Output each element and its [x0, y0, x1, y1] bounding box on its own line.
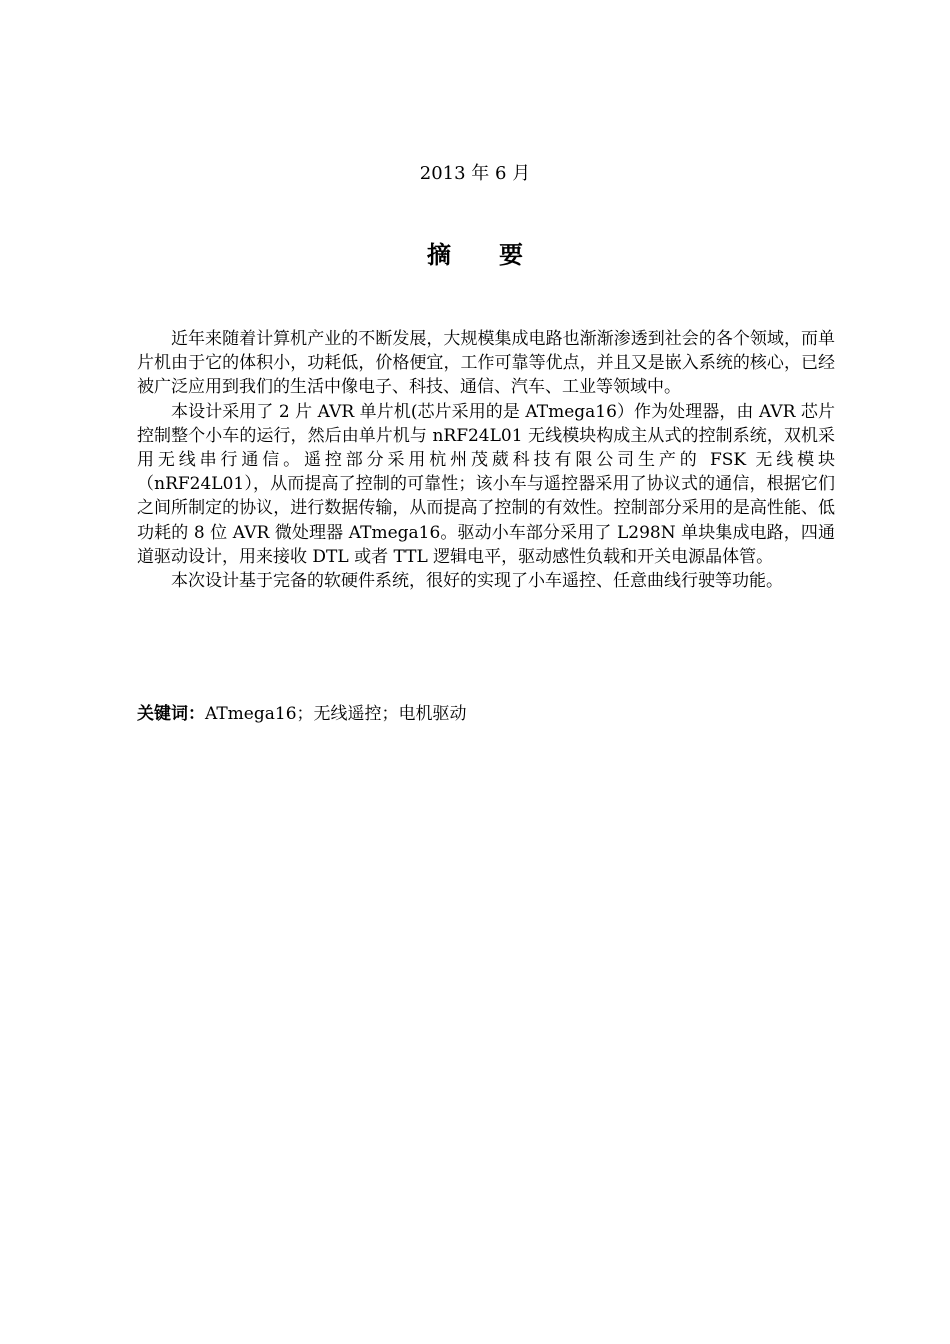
- abstract-paragraph-3: 本次设计基于完备的软硬件系统，很好的实现了小车遥控、任意曲线行驶等功能。: [171, 571, 783, 592]
- keywords-label: 关键词：: [137, 704, 205, 724]
- abstract-title: 摘要: [427, 241, 571, 269]
- keywords-line: [137, 702, 835, 726]
- date-line: 2013 年 6 月: [419, 163, 531, 184]
- abstract-paragraph-1: 近年来随着计算机产业的不断发展，大规模集成电路也渐渐渗透到社会的各个领域，而单片机由于它的体积小，功耗低，价格便宜，工作可靠等优点，并且又是嵌入系统的核心，已经被广泛应用到我们的生活中像电子、科技、通信、汽车、工业等领域中。: [137, 329, 835, 398]
- keywords-value: ATmega16；无线遥控；电机驱动: [205, 704, 467, 724]
- abstract-paragraph-2: 本设计采用了 2 片 AVR 单片机(芯片采用的是 ATmega16）作为处理器，由 AVR 芯片控制整个小车的运行，然后由单片机与 nRF24L01 无线模块构成主从式的控制系统，双机采用无线串行通信。遥控部分采用杭州茂葳科技有限公司生产的 FSK 无线模块（nRF24L01），从而提高了控制的可靠性；该小车与遥控器采用了协议式的通信，根据它们之间所制定的协议，进行数据传输，从而提高了控制的有效性。控制部分采用的是高性能、低功耗的 8 位 AVR 微处理器 ATmega16。驱动小车部分采用了 L298N 单块集成电路，四通道驱动设计，用来接收 DTL 或者 TTL 逻辑电平，驱动感性负载和开关电源晶体管。: [137, 401, 835, 567]
- abstract-body: [137, 327, 835, 593]
